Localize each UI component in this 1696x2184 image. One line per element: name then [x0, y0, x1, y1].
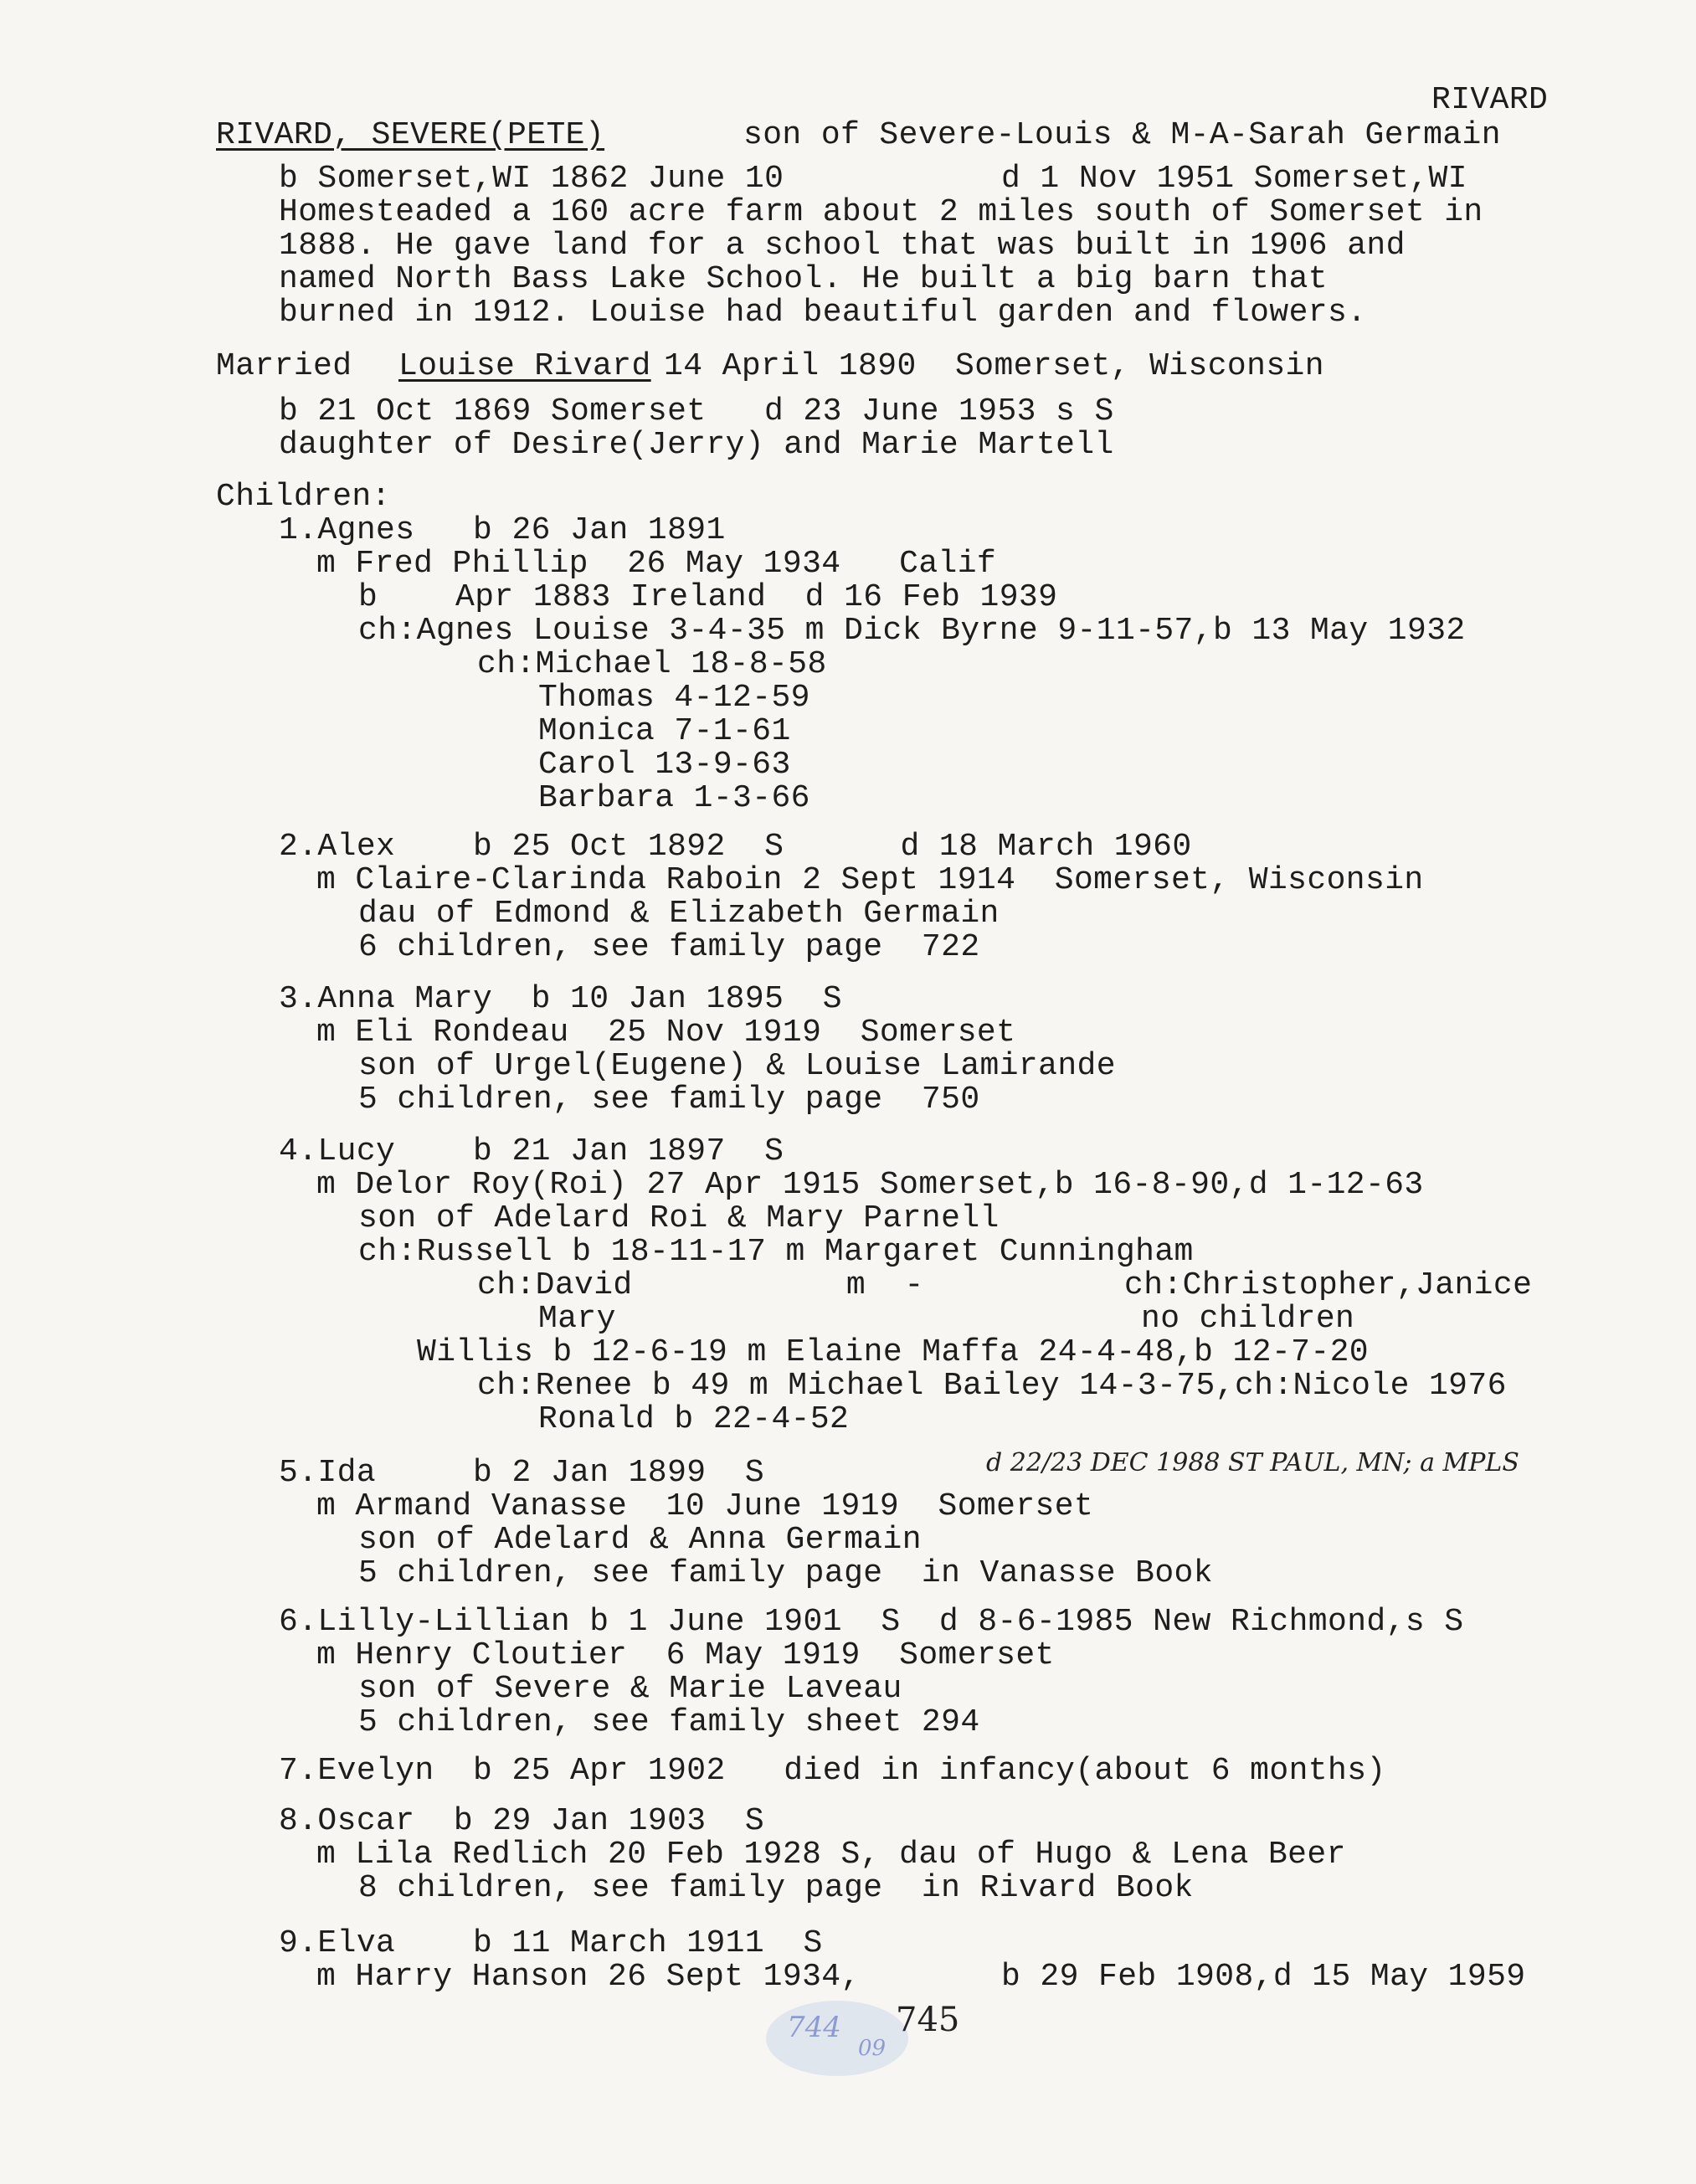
child-detail: son of Adelard & Anna Germain	[358, 1522, 922, 1558]
grandchild: Thomas 4-12-59	[538, 680, 810, 716]
child-entry: 1.Agnes b 26 Jan 1891	[279, 512, 726, 548]
grandchild: Barbara 1-3-66	[538, 780, 810, 816]
grandchild: Mary	[538, 1301, 616, 1337]
grandchild: Ronald b 22-4-52	[538, 1401, 850, 1437]
child-detail: 6 children, see family page 722	[358, 929, 980, 965]
child-detail: son of Adelard Roi & Mary Parnell	[358, 1200, 1000, 1236]
grandchild: Carol 13-9-63	[538, 747, 791, 783]
child-detail: m Armand Vanasse 10 June 1919 Somerset	[316, 1488, 1094, 1524]
married-label: Married	[216, 348, 352, 384]
header-tag: RIVARD	[1431, 82, 1549, 118]
grandchild: Monica 7-1-61	[538, 713, 791, 749]
child-detail: m Henry Cloutier 6 May 1919 Somerset	[316, 1637, 1055, 1673]
child-detail: m Lila Redlich 20 Feb 1928 S, dau of Hugo & Lena Beer	[316, 1837, 1346, 1873]
subject-death: d 1 Nov 1951 Somerset,WI	[1001, 161, 1467, 197]
child-detail: son of Urgel(Eugene) & Louise Lamirande	[358, 1048, 1116, 1084]
child-detail: m Harry Hanson 26 Sept 1934,	[316, 1959, 861, 1995]
child-entry: 2.Alex b 25 Oct 1892 S d 18 March 1960	[279, 829, 1192, 865]
subject-parents: son of Severe-Louis & M-A-Sarah Germain	[743, 117, 1501, 153]
child-detail: m Claire-Clarinda Raboin 2 Sept 1914 Somerset, Wisconsin	[316, 862, 1424, 898]
bio-line: burned in 1912. Louise had beautiful garden and flowers.	[279, 295, 1367, 331]
great-grandchildren: ch:Christopher,Janice	[1124, 1267, 1533, 1303]
child-entry: 5.Ida b 2 Jan 1899 S	[279, 1455, 765, 1491]
child-entry: 3.Anna Mary b 10 Jan 1895 S	[279, 981, 842, 1017]
child-entry: 6.Lilly-Lillian b 1 June 1901 S d 8-6-1985 New Richmond,s S	[279, 1604, 1464, 1640]
child-detail: 5 children, see family page in Vanasse Book	[358, 1555, 1213, 1591]
no-children-note: no children	[1141, 1301, 1355, 1337]
child-detail: m Fred Phillip 26 May 1934 Calif	[316, 546, 997, 582]
stamp-number: 744	[787, 2011, 841, 2044]
child-entry: 7.Evelyn b 25 Apr 1902 died in infancy(about 6 months)	[279, 1753, 1386, 1789]
child-detail: son of Severe & Marie Laveau	[358, 1671, 902, 1707]
spouse-death: d 23 June 1953 s S	[764, 393, 1114, 429]
subject-birth: b Somerset,WI 1862 June 10	[279, 161, 784, 197]
child-detail: m Eli Rondeau 25 Nov 1919 Somerset	[316, 1015, 1016, 1051]
children-label: Children:	[216, 479, 391, 515]
child-detail: b Apr 1883 Ireland d 16 Feb 1939	[358, 579, 1058, 615]
child-detail: 8 children, see family page in Rivard Book	[358, 1870, 1194, 1906]
spouse-birth: b 21 Oct 1869 Somerset	[279, 393, 707, 429]
child-detail: 5 children, see family sheet 294	[358, 1704, 980, 1740]
child-detail: m Delor Roy(Roi) 27 Apr 1915 Somerset,b 16-8-90,d 1-12-63	[316, 1167, 1424, 1203]
bio-line: 1888. He gave land for a school that was built in 1906 and	[279, 228, 1406, 264]
grandchild: ch:David m -	[477, 1267, 924, 1303]
child-detail: ch:Agnes Louise 3-4-35 m Dick Byrne 9-11-57,b 13 May 1932	[358, 613, 1466, 649]
child-detail: ch:Russell b 18-11-17 m Margaret Cunningham	[358, 1234, 1194, 1270]
child-entry: 4.Lucy b 21 Jan 1897 S	[279, 1133, 784, 1169]
stamp-sub: 09	[858, 2036, 887, 2061]
bio-line: named North Bass Lake School. He built a big barn that	[279, 261, 1328, 297]
grandchild: Willis b 12-6-19 m Elaine Maffa 24-4-48,b 12-7-20	[417, 1334, 1369, 1370]
spouse-parents: daughter of Desire(Jerry) and Marie Martell	[279, 427, 1114, 463]
child-detail: dau of Edmond & Elizabeth Germain	[358, 896, 1000, 932]
child-entry: 9.Elva b 11 March 1911 S	[279, 1925, 823, 1961]
spouse-name: Louise Rivard	[398, 348, 651, 384]
grandchild: ch:Michael 18-8-58	[477, 646, 827, 682]
child-detail: 5 children, see family page 750	[358, 1082, 980, 1118]
child-entry: 8.Oscar b 29 Jan 1903 S	[279, 1803, 765, 1839]
handwritten-death-note: d 22/23 DEC 1988 ST PAUL, MN; a MPLS	[986, 1448, 1519, 1477]
bio-line: Homesteaded a 160 acre farm about 2 miles south of Somerset in	[279, 194, 1483, 230]
marriage-details: 14 April 1890 Somerset, Wisconsin	[664, 348, 1324, 384]
subject-name: RIVARD, SEVERE(PETE)	[216, 117, 605, 153]
grandchild: ch:Renee b 49 m Michael Bailey 14-3-75,ch:Nicole 1976	[477, 1368, 1507, 1404]
spouse-dates: b 29 Feb 1908,d 15 May 1959	[1001, 1959, 1526, 1995]
page-number: 745	[896, 2001, 960, 2039]
